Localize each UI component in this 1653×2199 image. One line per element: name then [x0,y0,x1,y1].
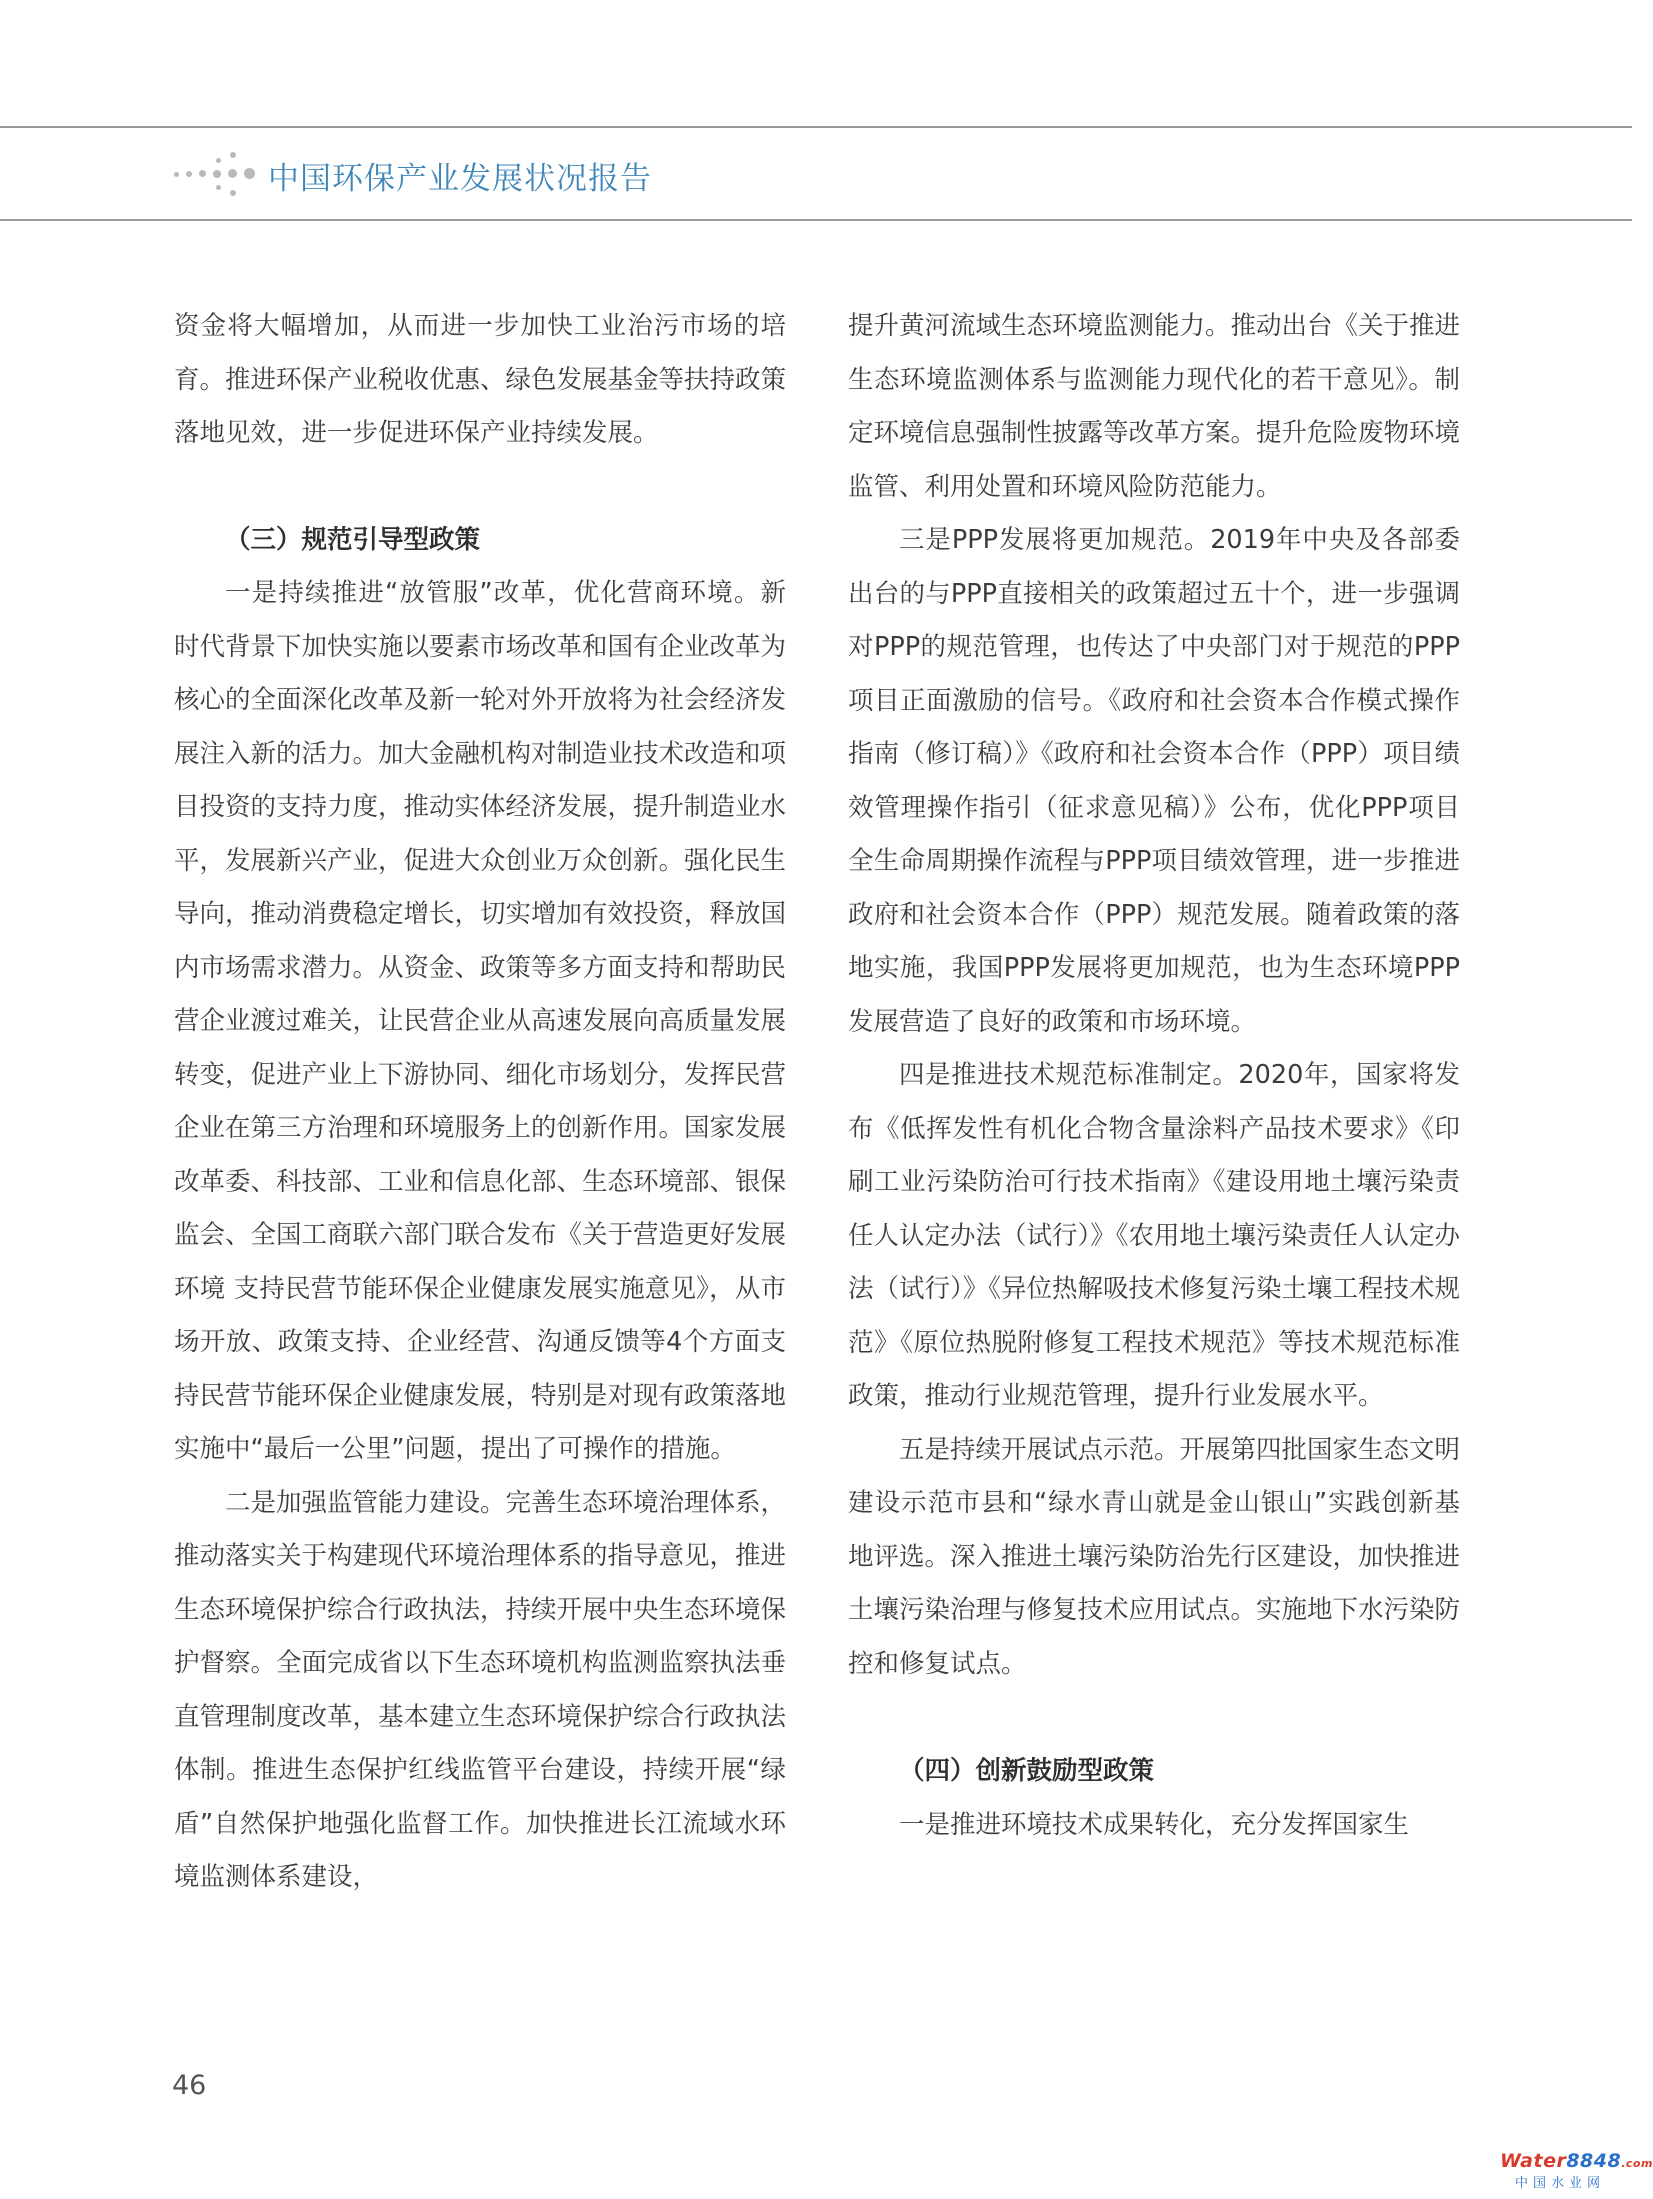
paragraph: 提升黄河流域生态环境监测能力。推动出台《关于推进生态环境监测体系与监测能力现代化的若干意见》。制定环境信息强制性披露等改革方案。提升危险废物环境监管、利用处置和环境风险防范能力。 [848,311,1461,502]
running-header [170,140,652,210]
left-column [174,300,786,1905]
watermark-subtitle: 中国水业网 [1514,2176,1605,2191]
watermark-brand-number: 8848 [1566,2150,1622,2172]
paragraph: 三是PPP发展将更加规范。2019年中央及各部委出台的与PPP直接相关的政策超过五十个，进一步强调对PPP的规范管理，也传达了中央部门对于规范的PPP项目正面激励的信号。《政府和社会资本合作模式操作指南（修订稿）》《政府和社会资本合作（PPP）项目绩效管理操作指引（征求意见稿）》公布，优化PPP项目全生命周期操作流程与PPP项目绩效管理，进一步推进政府和社会资本合作（PPP）规范发展。随着政策的落地实施，我国PPP发展将更加规范，也为生态环境PPP发展营造了良好的政策和市场环境。 [848,525,1460,1037]
watermark-logo [1500,2150,1653,2193]
page-number: 46 [172,2070,207,2101]
paragraph: 二是加强监管能力建设。完善生态环境治理体系，推动落实关于构建现代环境治理体系的指导意见，推进生态环境保护综合行政执法，持续开展中央生态环境保护督察。全面完成省以下生态环境机构监测监察执法垂直管理制度改革，基本建立生态环境保护综合行政执法体制。推进生态保护红线监管平台建设，持续开展“绿盾”自然保护地强化监督工作。加快推进长江流域水环境监测体系建设， [174,1487,787,1892]
header-bottom-rule [0,219,1632,221]
watermark-brand-suffix: .com [1621,2157,1653,2170]
paragraph: 资金将大幅增加，从而进一步加快工业治污市场的培育。推进环保产业税收优惠、绿色发展基金等扶持政策落地见效，进一步促进环保产业持续发展。 [174,311,787,448]
section-heading-4: （四）创新鼓励型政策 [899,1756,1155,1786]
paragraph: 四是推进技术规范标准制定。2020年，国家将发布《低挥发性有机化合物含量涂料产品技术要求》《印刷工业污染防治可行技术指南》《建设用地土壤污染责任人认定办法（试行）》《农用地土壤污染责任人认定办法（试行）》《异位热解吸技术修复污染土壤工程技术规范》《原位热脱附修复工程技术规范》等技术规范标准政策，推动行业规范管理，提升行业发展水平。 [848,1060,1461,1411]
paragraph: 五是持续开展试点示范。开展第四批国家生态文明建设示范市县和“绿水青山就是金山银山”实践创新基地评选。深入推进土壤污染防治先行区建设，加快推进土壤污染治理与修复技术应用试点。实施地下水污染防控和修复试点。 [848,1434,1461,1679]
paragraph: 一是持续推进“放管服”改革，优化营商环境。新时代背景下加快实施以要素市场改革和国有企业改革为核心的全面深化改革及新一轮对外开放将为社会经济发展注入新的活力。加大金融机构对制造业技术改造和项目投资的支持力度，推动实体经济发展，提升制造业水平，发展新兴产业，促进大众创业万众创新。强化民生导向，推动消费稳定增长，切实增加有效投资，释放国内市场需求潜力。从资金、政策等多方面支持和帮助民营企业渡过难关，让民营企业从高速发展向高质量发展转变，促进产业上下游协同、细化市场划分，发挥民营企业在第三方治理和环境服务上的创新作用。国家发展改革委、科技部、工业和信息化部、生态环境部、银保监会、全国工商联六部门联合发布《关于营造更好发展环境 支持民营节能环保企业健康发展实施意见》，从市场开放、政策支持、企业经营、沟通反馈等4个方面支持民营节能环保企业健康发展，特别是对现有政策落地实施中“最后一公里”问题，提出了可操作的措施。 [174,578,787,1464]
header-top-rule [0,126,1632,128]
section-heading-3: （三）规范引导型政策 [225,524,481,555]
right-column [848,300,1460,1852]
watermark-brand: Water [1500,2150,1567,2172]
report-title: 中国环保产业发展状况报告 [268,160,652,197]
paragraph: 一是推进环境技术成果转化，充分发挥国家生 [899,1809,1410,1840]
dots-decoration-icon [170,140,260,210]
